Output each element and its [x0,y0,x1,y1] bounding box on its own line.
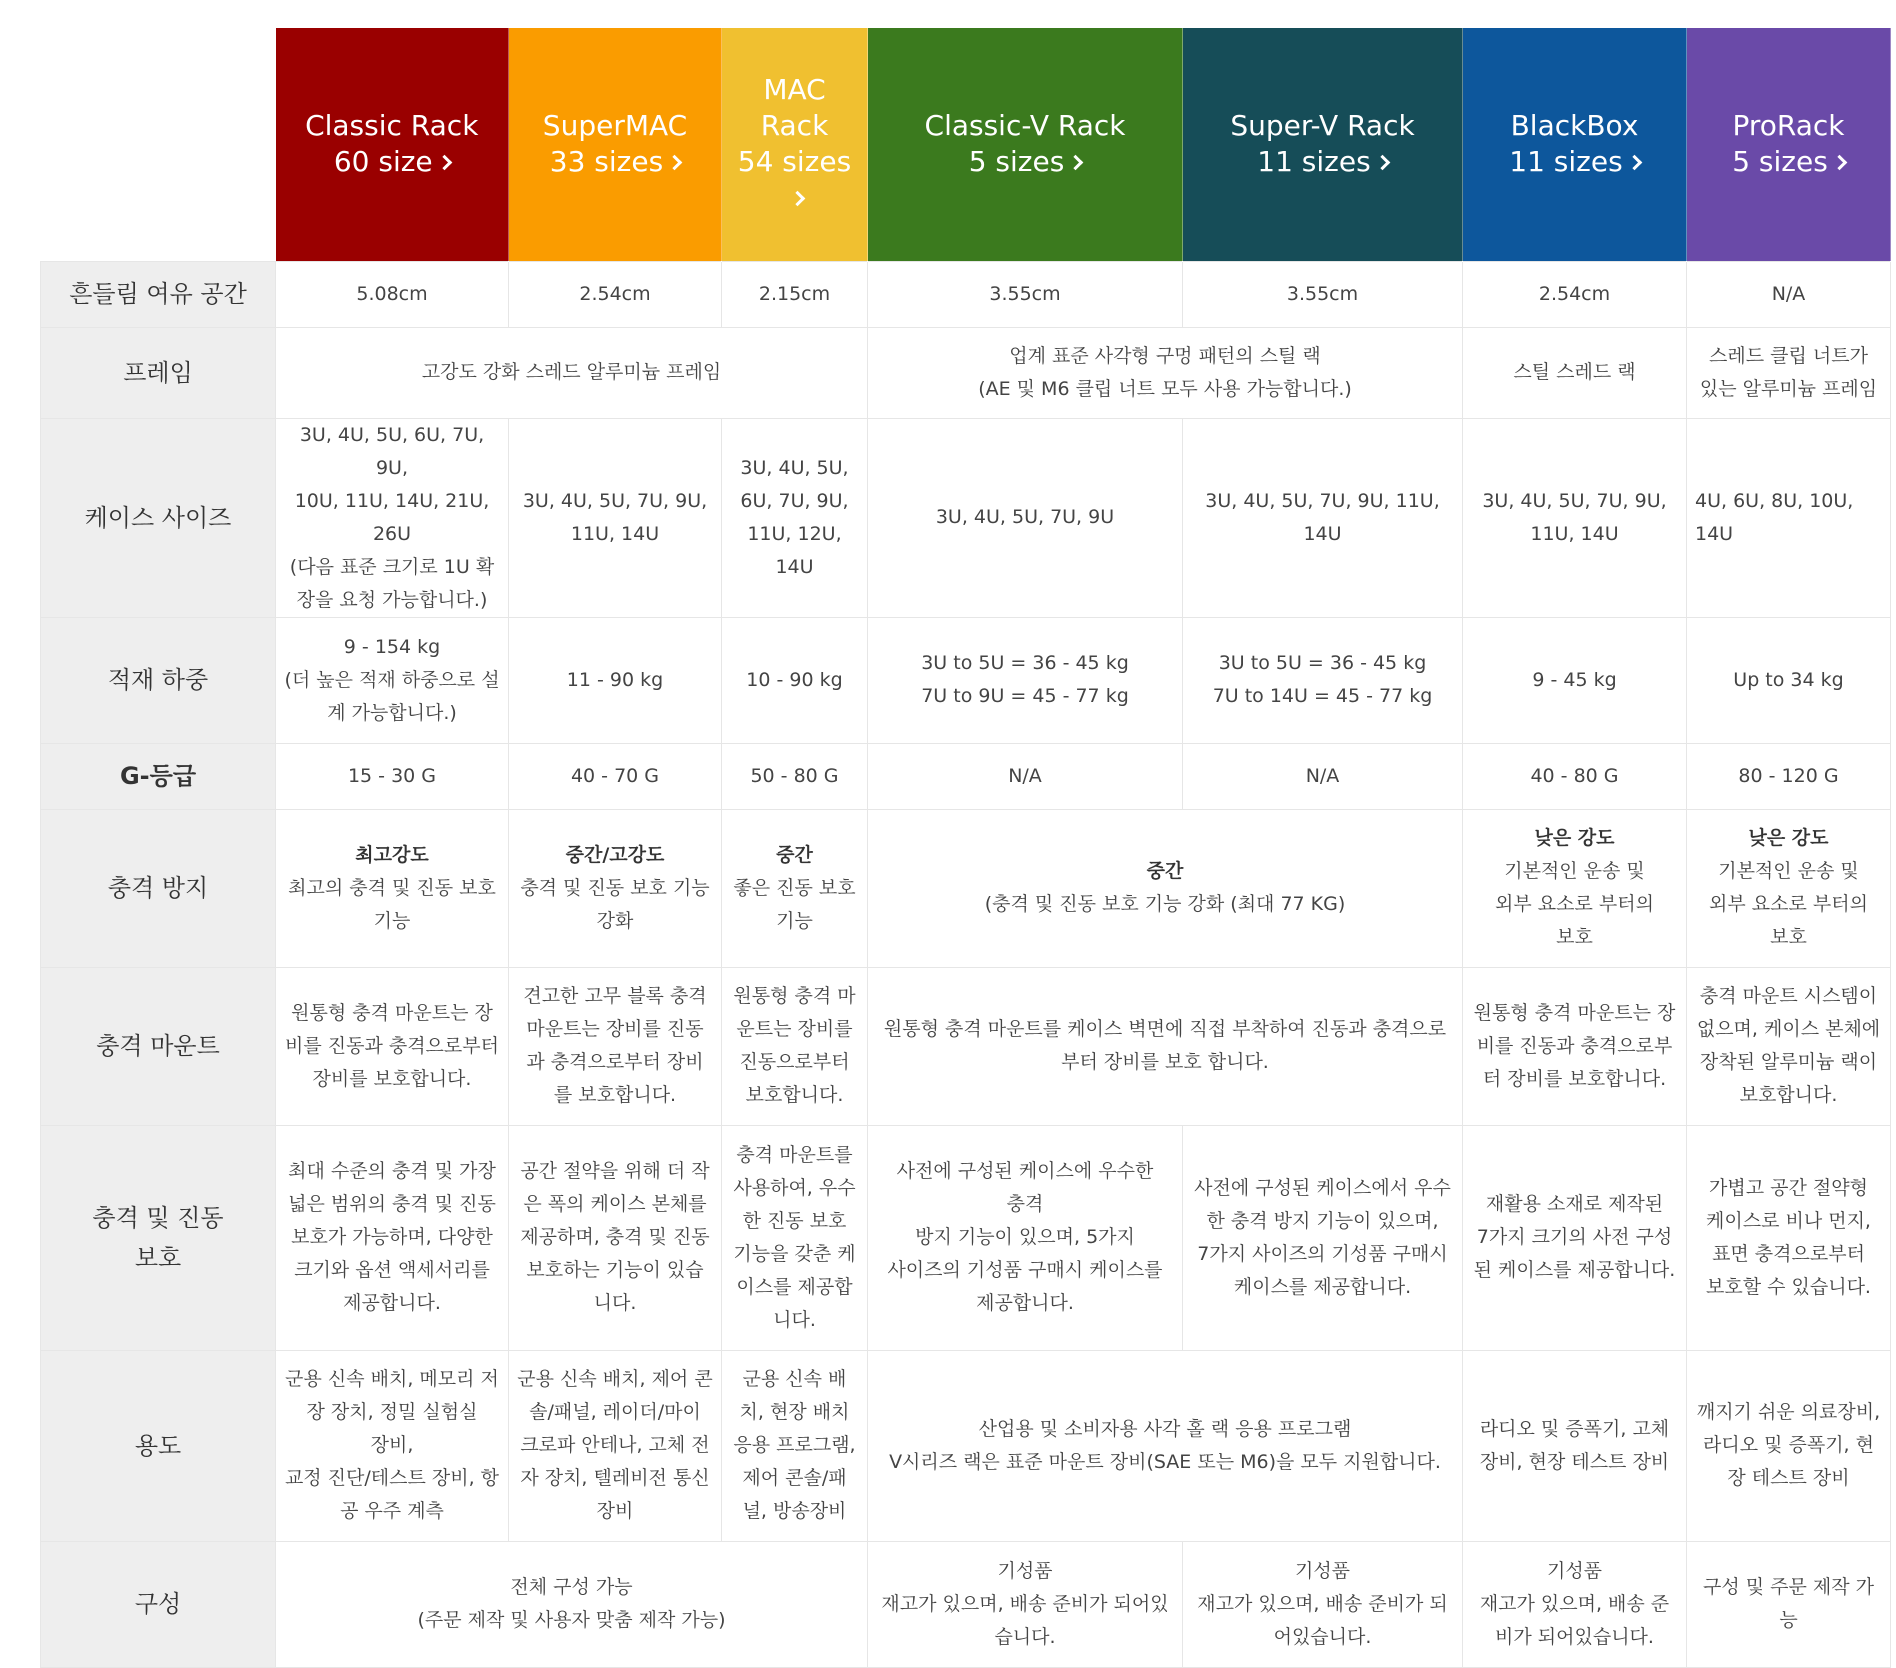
cell-line: 구성 및 주문 제작 가 [1703,1576,1874,1598]
cell-title: 중간 [1146,860,1184,882]
cell-line: 공 우주 계측 [340,1500,444,1522]
cell: 3U, 4U, 5U, 7U, 9U, 11U, 14U [1183,418,1463,617]
cell-line: 4U, 6U, 8U, 10U, [1695,489,1854,512]
cell [1463,967,1687,1125]
cell [509,1125,722,1350]
cell-line: 원통형 충격 마운트는 장 [291,1001,493,1024]
header-corner [41,28,276,261]
product-sizes: 5 sizes [1732,145,1828,179]
cell-line: V시리즈 랙은 표준 마운트 장비(SAE 또는 M6)을 모두 지원합니다. [889,1450,1441,1473]
header-prorack[interactable] [1687,28,1891,261]
cell: 고강도 강화 스레드 알루미늄 프레임 [276,327,868,418]
cell: 80 - 120 G [1687,743,1891,809]
cell-line: (다음 표준 크기로 1U 확 [289,555,495,578]
row-usage [41,1350,1891,1541]
cell-line: (주문 제작 및 사용자 맞춤 제작 가능) [417,1609,726,1631]
cell [509,1350,722,1541]
row-label: 프레임 [41,327,276,418]
cell: 5.08cm [276,261,509,327]
header-mac-rack[interactable] [722,28,868,261]
cell-line: 재활용 소재로 제작된 [1485,1193,1664,1215]
cell-line: 방지 기능이 있으며, 5가지 [915,1226,1135,1248]
cell-line: 기능 [776,909,813,932]
cell-line: 원통형 충격 마운트를 케이스 벽면에 직접 부착하여 진동과 충격으로 [883,1018,1447,1040]
row-label-text: G-등급 [119,762,197,790]
row-shock-vibration [41,1125,1891,1350]
cell-line: 사전에 구성된 케이스에서 우수 [1194,1176,1451,1199]
cell [1687,1125,1891,1350]
cell [276,967,509,1125]
cell-line: 장비를 보호합니다. [312,1067,472,1090]
cell-line: 기성품 [1294,1559,1351,1582]
cell-title: 중간/고강도 [565,843,665,866]
product-name: BlackBox [1510,109,1639,143]
cell-line: 보호합니다. [1739,1084,1838,1106]
product-sizes: 60 size [333,145,433,179]
cell-line: 14U [1695,522,1734,545]
cell-line: (충격 및 진동 보호 기능 강화 (최대 77 KG) [984,893,1346,915]
cell-line: 사전에 구성된 케이스에 우수한 충격 [896,1160,1154,1215]
cell-line: 재고가 있으며, 배송 준비가 되어있 [881,1592,1169,1615]
cell-line: 부터 장비를 보호 합니다. [1061,1051,1269,1073]
cell: N/A [868,743,1183,809]
cell-line: 사이즈의 기성품 구매시 케이스를 [887,1259,1163,1281]
row-label: 충격 마운트 [41,967,276,1125]
cell [1687,1350,1891,1541]
header-classic-v-rack[interactable] [868,28,1183,261]
cell-line: 장 장치, 정밀 실험실 장비, [306,1401,478,1456]
row-sway-space [41,261,1891,327]
cell-line: 산업용 및 소비자용 사각 홀 랙 응용 프로그램 [978,1417,1352,1440]
cell [276,617,509,743]
cell-line: 견고한 고무 블록 충격 [523,985,707,1007]
cell-line: 비가 되어있습니다. [1495,1625,1654,1648]
cell-line: 재고가 있으며, 배송 준비가 되 [1197,1592,1448,1615]
row-shock-protection [41,809,1891,967]
cell-line: 업계 표준 사각형 구멍 패턴의 스틸 랙 [1009,344,1321,367]
cell: 2.15cm [722,261,868,327]
row-label: 충격 방지 [41,809,276,967]
row-label: 흔들림 여유 공간 [41,261,276,327]
header-classic-rack[interactable] [276,28,509,261]
cell [1463,418,1687,617]
cell-line: 장 테스트 장비 [1727,1467,1850,1489]
cell: N/A [1183,743,1463,809]
row-g-rating [41,743,1891,809]
cell: N/A [1687,261,1891,327]
cell [1463,809,1687,967]
chevron-right-icon [1626,155,1642,171]
cell-line: 좋은 진동 보호 [733,876,856,899]
row-case-sizes [41,418,1891,617]
cell [722,1125,868,1350]
cell-line: 장착된 알루미늄 랙이 [1699,1051,1878,1073]
cell [509,418,722,617]
cell: 스틸 스레드 랙 [1463,327,1687,418]
cell [868,1541,1183,1667]
cell-line: 비를 진동과 충격으로부 [1476,1034,1673,1057]
cell-line: 원통형 충격 마 [733,985,856,1007]
cell-line: 장비 [596,1500,634,1522]
cell-line: 충격 마운트 시스템이 [1699,985,1878,1007]
cell-line: 계 가능합니다.) [327,701,457,724]
cell: 10 - 90 kg [722,617,868,743]
cell [276,809,509,967]
cell [1687,418,1891,617]
cell-line: 보호 [1556,926,1593,948]
row-label: 구성 [41,1541,276,1667]
product-name: Classic Rack [305,109,479,143]
cell-line: 장비, 현장 테스트 장비 [1479,1450,1670,1473]
cell-line: 보호하는 기능이 있습 [526,1259,704,1281]
cell [722,967,868,1125]
cell-title: 낮은 강도 [1534,827,1615,849]
cell-line: 한 진동 보호 [742,1209,847,1232]
chevron-right-icon [1374,155,1390,171]
cell-line: 11U, 12U, 14U [747,522,842,578]
cell [1687,1541,1891,1667]
cell-line: 마운트는 장비를 진동 [526,1018,704,1040]
cell-line: 충격 및 진동 보호 기능 [520,876,710,899]
product-name: Classic-V Rack [924,109,1126,143]
row-label: 용도 [41,1350,276,1541]
header-row [41,28,1891,261]
cell-line: 습니다. [994,1625,1056,1648]
cell-line: 외부 요소로 부터의 [1709,893,1868,915]
cell-line: 케이스를 제공합니다. [1233,1275,1412,1298]
cell: 11 - 90 kg [509,617,722,743]
cell-line: 터 장비를 보호합니다. [1482,1067,1667,1090]
cell-line: 보호합니다. [745,1084,844,1106]
cell [868,1350,1463,1541]
cell-line: 3U, 4U, 5U, [740,456,849,479]
row-label: 케이스 사이즈 [41,418,276,617]
chevron-right-icon [436,155,452,171]
cell-line: 제공합니다. [343,1292,441,1314]
cell-line: 7U to 14U = 45 - 77 kg [1212,685,1433,707]
cell: 15 - 30 G [276,743,509,809]
cell-line: 깨지기 쉬운 의료장비, [1696,1401,1881,1423]
row-label-line: 충격 및 진동 [92,1203,224,1232]
cell-line: 최고의 충격 및 진동 보호 [288,876,496,899]
cell [722,809,868,967]
cell [509,809,722,967]
cell-line: 니다. [593,1292,637,1314]
cell-line: 있는 알루미늄 프레임 [1699,377,1878,400]
cell [1183,1541,1463,1667]
cell: 3U, 4U, 5U, 7U, 9U [868,418,1183,617]
cell-line: 11U, 14U [570,522,660,545]
product-name: ProRack [1732,109,1845,143]
chevron-right-icon [1068,155,1084,171]
row-label-line: 보호 [134,1243,182,1272]
cell: 3.55cm [868,261,1183,327]
cell-line: 9 - 154 kg [343,635,441,658]
cell [722,1350,868,1541]
cell-line: (더 높은 적재 하중으로 설 [284,668,500,691]
cell-line: 전체 구성 가능 [510,1576,633,1598]
product-sizes: 11 sizes [1509,145,1623,179]
chevron-right-icon [790,191,806,207]
cell-line: 능 [1779,1609,1798,1631]
cell: 50 - 80 G [722,743,868,809]
cell-line: 과 충격으로부터 장비 [526,1051,704,1073]
cell-line: 솔/패널, 레이더/마이 [529,1401,701,1423]
comparison-table-wrapper [40,28,1890,1668]
cell [276,1541,868,1667]
cell-line: 한 충격 방지 기능이 있으며, [1206,1209,1439,1232]
header-supermac[interactable] [509,28,722,261]
row-frame [41,327,1891,418]
cell-line: 비를 진동과 충격으로부터 [285,1034,499,1057]
cell-line: 3U to 5U = 36 - 45 kg [1218,652,1427,674]
product-sizes: 54 sizes [737,145,852,179]
cell-line: 외부 요소로 부터의 [1495,893,1654,915]
cell-line: 은 폭의 케이스 본체를 [523,1193,707,1215]
cell [1463,1125,1687,1350]
cell [1183,617,1463,743]
cell-title: 최고강도 [355,843,429,866]
header-super-v-rack[interactable] [1183,28,1463,261]
cell-line: (AE 및 M6 클립 너트 모두 사용 가능합니다.) [978,377,1352,400]
cell: 3.55cm [1183,261,1463,327]
product-sizes: 11 sizes [1257,145,1371,179]
cell [868,327,1463,418]
cell [1463,1541,1687,1667]
cell-line: 를 보호합니다. [553,1084,677,1106]
cell [1183,1125,1463,1350]
cell-line: 군용 신속 배치, 제어 콘 [517,1368,713,1390]
cell-line: 기성품 [1546,1559,1603,1582]
cell-line: 7U to 9U = 45 - 77 kg [921,685,1129,707]
cell-line: 3U, 4U, 5U, 7U, 9U, [1482,489,1667,512]
cell [868,809,1463,967]
cell-line: 제어 콘솔/패 [742,1467,847,1489]
cell-line: 기능을 갖춘 케 [733,1242,856,1265]
cell-line: 크기와 옵션 액세서리를 [294,1259,490,1281]
cell-line: 최대 수준의 충격 및 가장 [288,1160,496,1182]
cell-line: 강화 [596,909,634,932]
row-load [41,617,1891,743]
header-blackbox[interactable] [1463,28,1687,261]
cell-line: 없으며, 케이스 본체에 [1696,1018,1881,1040]
cell-line: 장을 요청 가능합니다.) [296,588,488,611]
cell-line: 치, 현장 배치 [739,1401,850,1423]
cell-line: 제공합니다. [976,1292,1074,1314]
cell-line: 군용 신속 배 [742,1368,847,1390]
chevron-right-icon [667,155,683,171]
cell-line: 재고가 있으며, 배송 준 [1479,1592,1670,1615]
cell-line: 운트는 장비를 [736,1018,853,1040]
cell-line: 어있습니다. [1273,1625,1372,1648]
cell: 2.54cm [509,261,722,327]
row-label [41,1125,276,1350]
cell [276,1125,509,1350]
cell-title: 중간 [776,843,813,866]
cell-line: 공간 절약을 위해 더 작 [520,1160,710,1182]
rack-comparison-table [40,28,1891,1668]
cell-line: 응용 프로그램, [733,1434,856,1456]
cell [722,418,868,617]
cell-line: 충격 마운트를 [736,1143,853,1166]
cell-title: 낮은 강도 [1748,827,1829,849]
cell-line: 스레드 클립 너트가 [1709,344,1868,367]
cell-line: 제공하며, 충격 및 진동 [520,1226,710,1248]
cell: 2.54cm [1463,261,1687,327]
cell-line: 기본적인 운송 및 [1504,860,1645,882]
cell [1687,327,1891,418]
chevron-right-icon [1832,155,1848,171]
cell-line: 원통형 충격 마운트는 장 [1473,1001,1676,1024]
cell-line: 6U, 7U, 9U, [740,489,849,512]
cell-line: 군용 신속 배치, 메모리 저 [285,1368,499,1390]
cell-line: 넓은 범위의 충격 및 진동 [288,1193,496,1215]
cell-line: 기능 [373,909,411,932]
cell-line: 진동으로부터 [739,1051,850,1073]
cell-line: 이스를 제공합 [736,1275,853,1298]
cell-line: 3U, 4U, 5U, 6U, 7U, 9U, [299,423,485,479]
cell: 40 - 80 G [1463,743,1687,809]
cell-line: 된 케이스를 제공합니다. [1473,1259,1676,1281]
cell-line: 기본적인 운송 및 [1718,860,1859,882]
cell-line: 7가지 사이즈의 기성품 구매시 [1197,1242,1448,1265]
cell-line: 자 장치, 텔레비전 통신 [520,1467,710,1489]
cell-line: 니다. [773,1308,816,1331]
cell-line: 널, 방송장비 [742,1500,847,1522]
row-label: 적재 하중 [41,617,276,743]
product-name: MAC Rack [760,73,829,143]
cell-line: 보호가 가능하며, 다양한 [291,1226,493,1248]
product-sizes: 5 sizes [968,145,1065,179]
cell-line: 케이스로 비나 먼지, [1706,1209,1871,1232]
cell-line: 10U, 11U, 14U, 21U, 26U [294,489,490,545]
cell: Up to 34 kg [1687,617,1891,743]
cell-line: 사용하여, 우수 [733,1176,856,1199]
product-name: SuperMAC [542,109,688,143]
cell-line: 가볍고 공간 절약형 [1709,1176,1868,1199]
cell-line: 11U, 14U [1530,522,1619,545]
row-configuration [41,1541,1891,1667]
cell-line: 3U to 5U = 36 - 45 kg [921,652,1129,674]
product-name: Super-V Rack [1230,109,1415,143]
cell-line: 3U, 4U, 5U, 7U, 9U, [522,489,708,512]
cell [1687,809,1891,967]
cell [868,1125,1183,1350]
cell-line: 라디오 및 증폭기, 고체 [1479,1417,1670,1440]
row-label [41,743,276,809]
cell-line: 보호 [1770,926,1807,948]
cell-line: 표면 충격으로부터 [1712,1242,1865,1265]
cell: 40 - 70 G [509,743,722,809]
cell [509,967,722,1125]
cell [868,617,1183,743]
cell: 9 - 45 kg [1463,617,1687,743]
cell-line: 크로파 안테나, 고체 전 [520,1434,710,1456]
cell-line: 7가지 크기의 사전 구성 [1476,1226,1673,1248]
cell-line: 보호할 수 있습니다. [1706,1275,1871,1298]
cell-line: 라디오 및 증폭기, 현 [1703,1434,1874,1456]
product-sizes: 33 sizes [549,145,664,179]
row-shock-mount [41,967,1891,1125]
cell-line: 교정 진단/테스트 장비, 항 [284,1467,500,1489]
cell [276,418,509,617]
cell [276,1350,509,1541]
cell [1463,1350,1687,1541]
cell-line: 기성품 [997,1559,1053,1582]
cell [1687,967,1891,1125]
cell [868,967,1463,1125]
